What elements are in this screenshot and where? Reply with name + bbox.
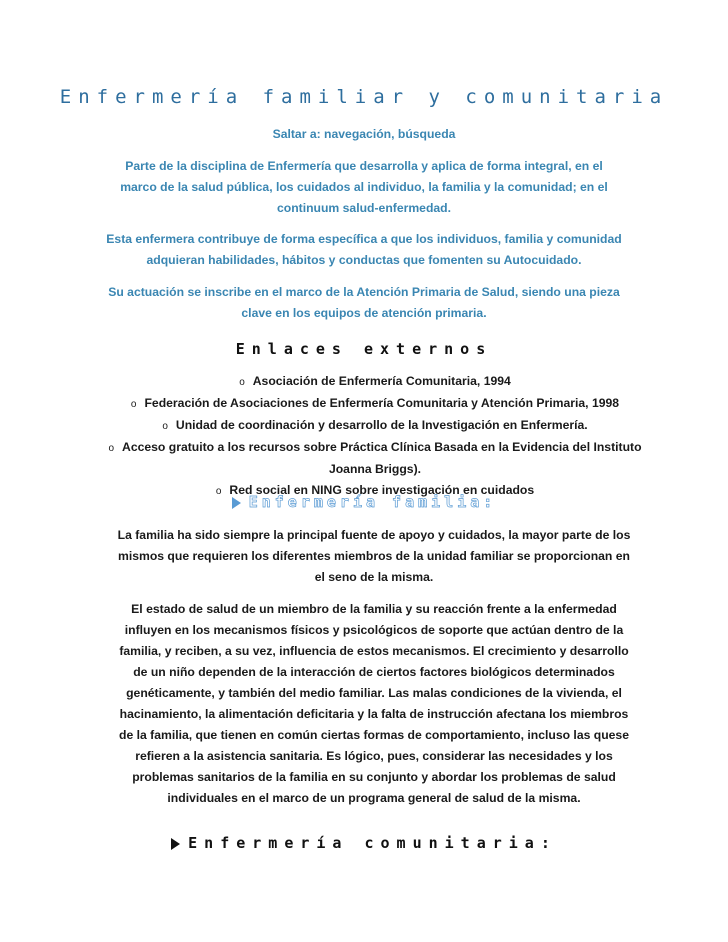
- family-paragraph-health-status: El estado de salud de un miembro de la familia y su reacción frente a la enfermedad influyen en los mecanismos físicos y psicológicos de soporte que actúan dentro de la familia, y reciben, a su vez, influencia de estos mecanismos. El crecimiento y desarrollo de un niño dependen de la interacción de ciertos factores biológicos determinados genéticamente, y también del medio familiar. Las malas condiciones de la vivienda, el hacinamiento, la alimentación deficitaria y la falta de instrucción afectana los miembros de la familia, que tienen en común ciertas formas de comportamiento, incluso las quese refieren a la asistencia sanitaria. Es lógico, pues, considerar las necesidades y los problemas sanitarios de la familia en su conjunto y abordar los problemas de salud individuales en el marco de un programa general de salud de la misma.: [119, 602, 629, 805]
- family-nursing-heading: [0, 492, 728, 511]
- community-nursing-heading-text: Enfermería comunitaria:: [188, 834, 557, 852]
- list-item[interactable]: [100, 415, 650, 437]
- link-instituto-joanna-briggs[interactable]: Acceso gratuito a los recursos sobre Práctica Clínica Basada en la Evidencia del Instituto Joanna Briggs).: [122, 440, 642, 476]
- intro-paragraph-definition: Parte de la disciplina de Enfermería que desarrolla y aplica de forma integral, en el marco de la salud pública, los cuidados al individuo, la familia y la comunidad; en el continuum salud-enfermedad.: [120, 159, 608, 215]
- circle-bullet-icon: o: [239, 377, 245, 388]
- community-nursing-heading: [0, 833, 728, 852]
- link-unidad-coordinacion[interactable]: Unidad de coordinación y desarrollo de la Investigación en Enfermería.: [175, 418, 588, 432]
- link-red-social-ning[interactable]: Red social en NING sobre investigación en cuidados: [229, 483, 535, 497]
- external-links-heading: Enlaces externos: [235, 340, 493, 358]
- arrow-bullet-icon: [171, 838, 180, 850]
- skip-navigation-link[interactable]: Saltar a: navegación, búsqueda: [272, 127, 456, 141]
- circle-bullet-icon: o: [130, 399, 137, 410]
- circle-bullet-icon: o: [215, 486, 222, 497]
- intro-paragraph-contribution: Esta enfermera contribuye de forma específica a que los individuos, familia y comunidad adquieran habilidades, hábitos y conductas que fomenten su Autocuidado.: [106, 232, 622, 267]
- document-title: Enfermería familiar y comunitaria: [59, 86, 669, 108]
- list-item[interactable]: [100, 437, 650, 480]
- list-item[interactable]: [100, 371, 650, 393]
- list-item[interactable]: [100, 393, 650, 415]
- link-asociacion-enfermeria-comunitaria[interactable]: Asociación de Enfermería Comunitaria, 1994: [252, 374, 511, 388]
- external-links-list: [100, 371, 650, 502]
- link-federacion-asociaciones[interactable]: Federación de Asociaciones de Enfermería Comunitaria y Atención Primaria, 1998: [144, 396, 620, 410]
- circle-bullet-icon: o: [162, 421, 168, 432]
- circle-bullet-icon: o: [108, 443, 115, 454]
- intro-paragraph-primary-care: Su actuación se inscribe en el marco de la Atención Primaria de Salud, siendo una pieza clave en los equipos de atención primaria.: [108, 285, 620, 320]
- family-nursing-heading-text: Enfermería familia:: [248, 493, 497, 511]
- arrow-bullet-icon: [232, 497, 241, 509]
- family-paragraph-support: La familia ha sido siempre la principal fuente de apoyo y cuidados, la mayor parte de los mismos que requieren los diferentes miembros de la unidad familiar se proporcionan en el seno de la misma.: [117, 528, 631, 584]
